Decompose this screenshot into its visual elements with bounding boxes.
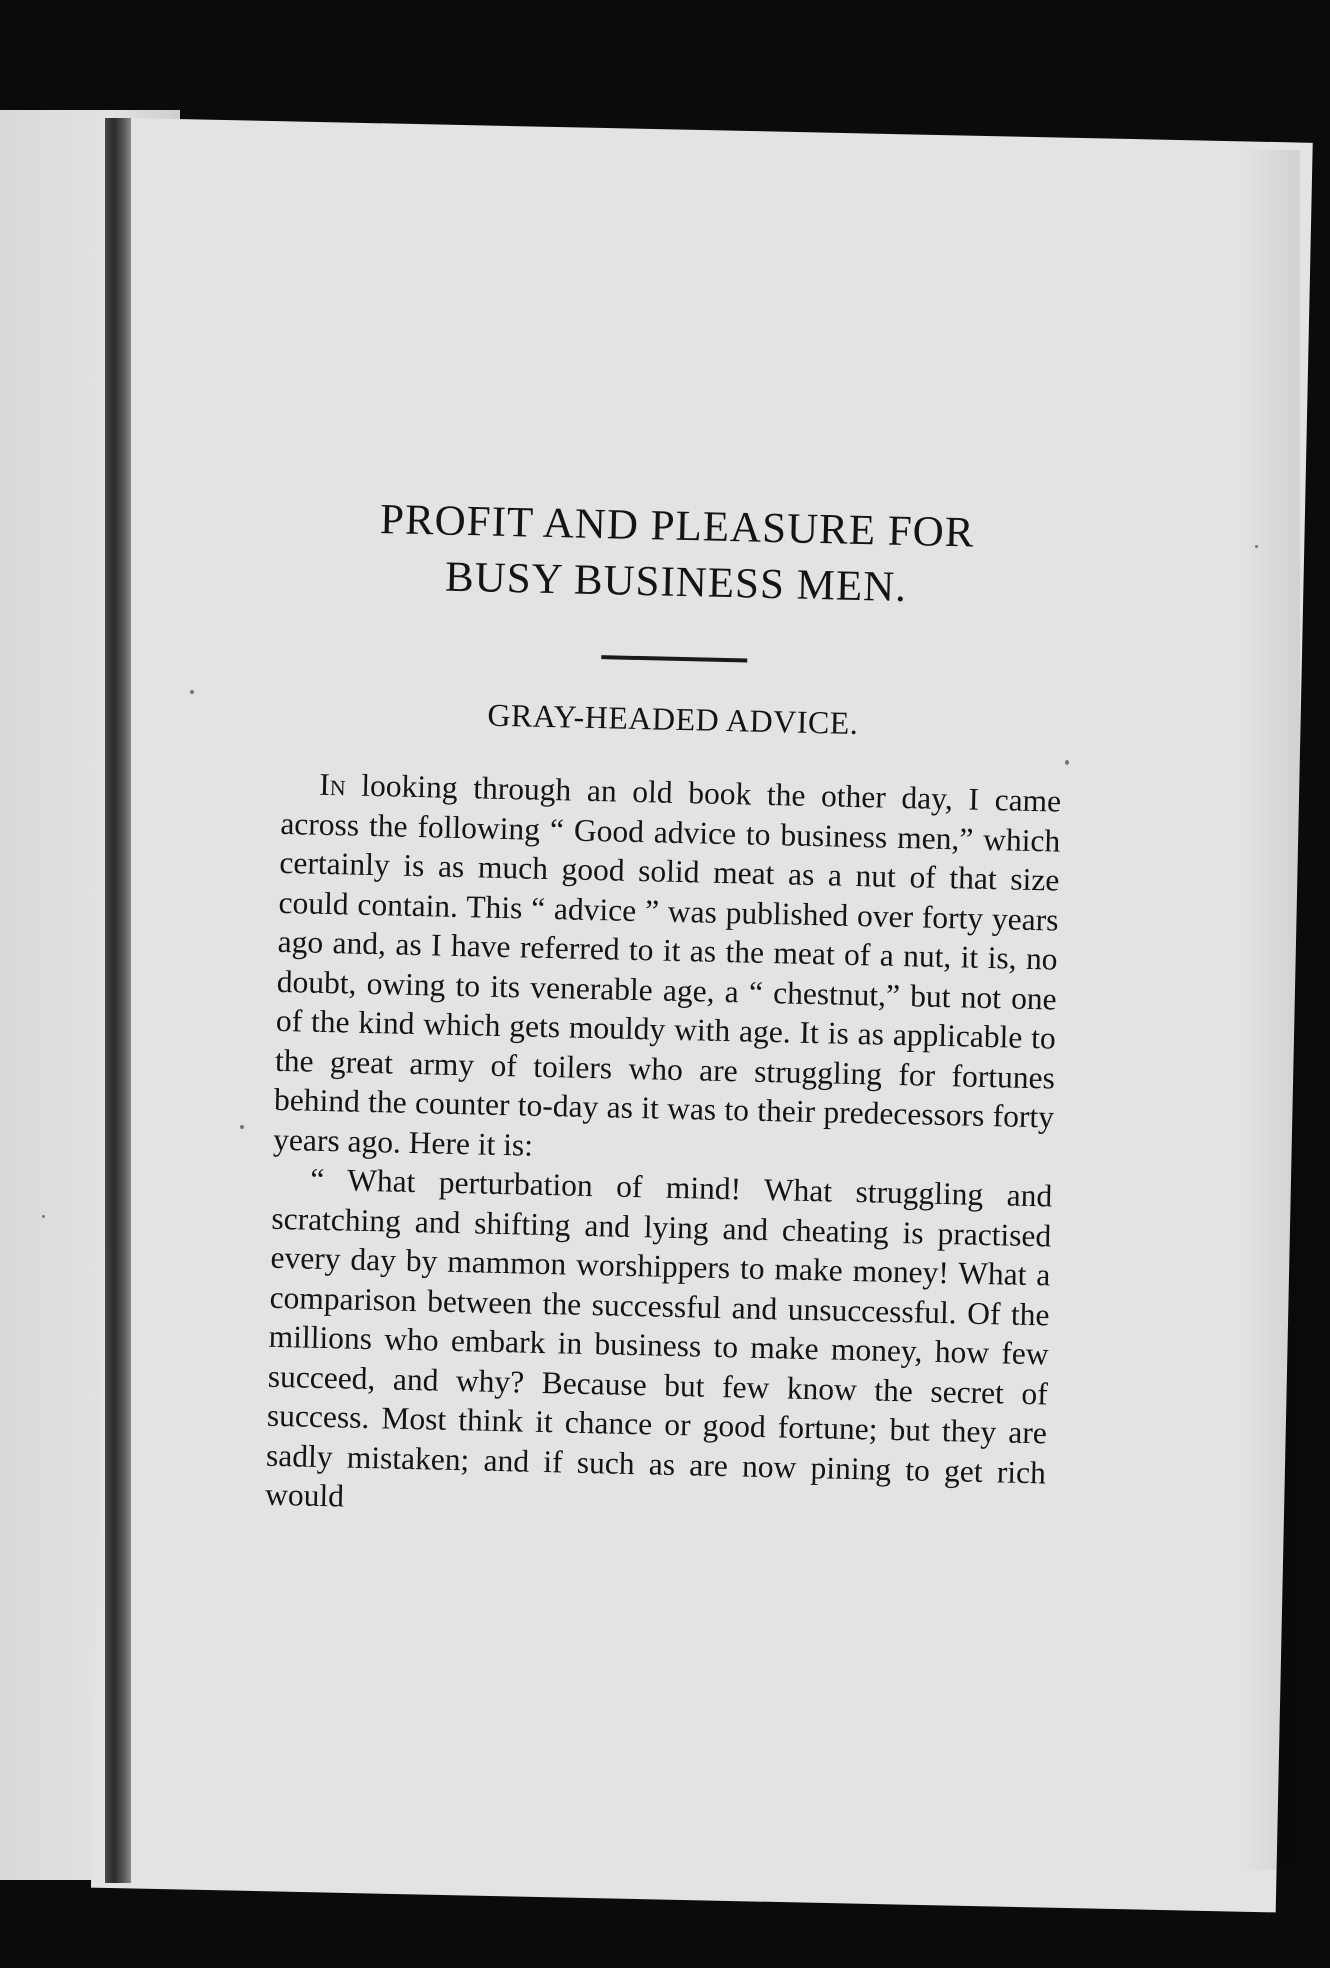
scan-speck	[190, 690, 194, 694]
title-line-1: PROFIT AND PLEASURE FOR	[379, 496, 975, 557]
paragraph-1	[273, 764, 1062, 1177]
scan-speck	[240, 1125, 244, 1129]
title-line-2: BUSY BUSINESS MEN.	[444, 553, 908, 612]
scan-speck	[1255, 545, 1258, 548]
page-text	[265, 490, 1068, 1532]
book-title	[285, 490, 1067, 620]
book-gutter	[105, 118, 131, 1883]
paragraph-2: “ What perturbation of mind! What struggling and scratching and shifting and lying and cheating is practised every day by mammon worshippers to make money! What a comparison between the successful and unsuccessful. Of the millions who embark in business to make money, how few succeed, and why? Because but few know the secret of success. Most think it chance or good fortune; but they are sadly mistaken; and if such as are now pining to get rich would	[264, 1161, 1053, 1514]
paragraph-1-lead-word: In	[318, 766, 347, 803]
title-divider	[601, 655, 747, 662]
scan-speck	[1065, 760, 1069, 765]
page-edge-shadow	[1240, 150, 1300, 1870]
scan-speck	[42, 1215, 45, 1218]
paragraph-1-text: looking through an old book the other day, I came across the following “ Good advice to business men,” which certainly is as much good solid meat as a nut of that size could contain. This “ advice ” was published over forty years ago and, as I have referred to it as the meat of a nut, it is, no doubt, owing to its venerable age, a “ chestnut,” but not one of the kind which gets mouldy with age. It is as applicable to the great army of toilers who are struggling for fortunes behind the counter to-day as it was to their predecessors forty years ago. Here it is:	[272, 767, 1062, 1163]
section-heading: GRAY-HEADED ADVICE.	[487, 696, 859, 741]
